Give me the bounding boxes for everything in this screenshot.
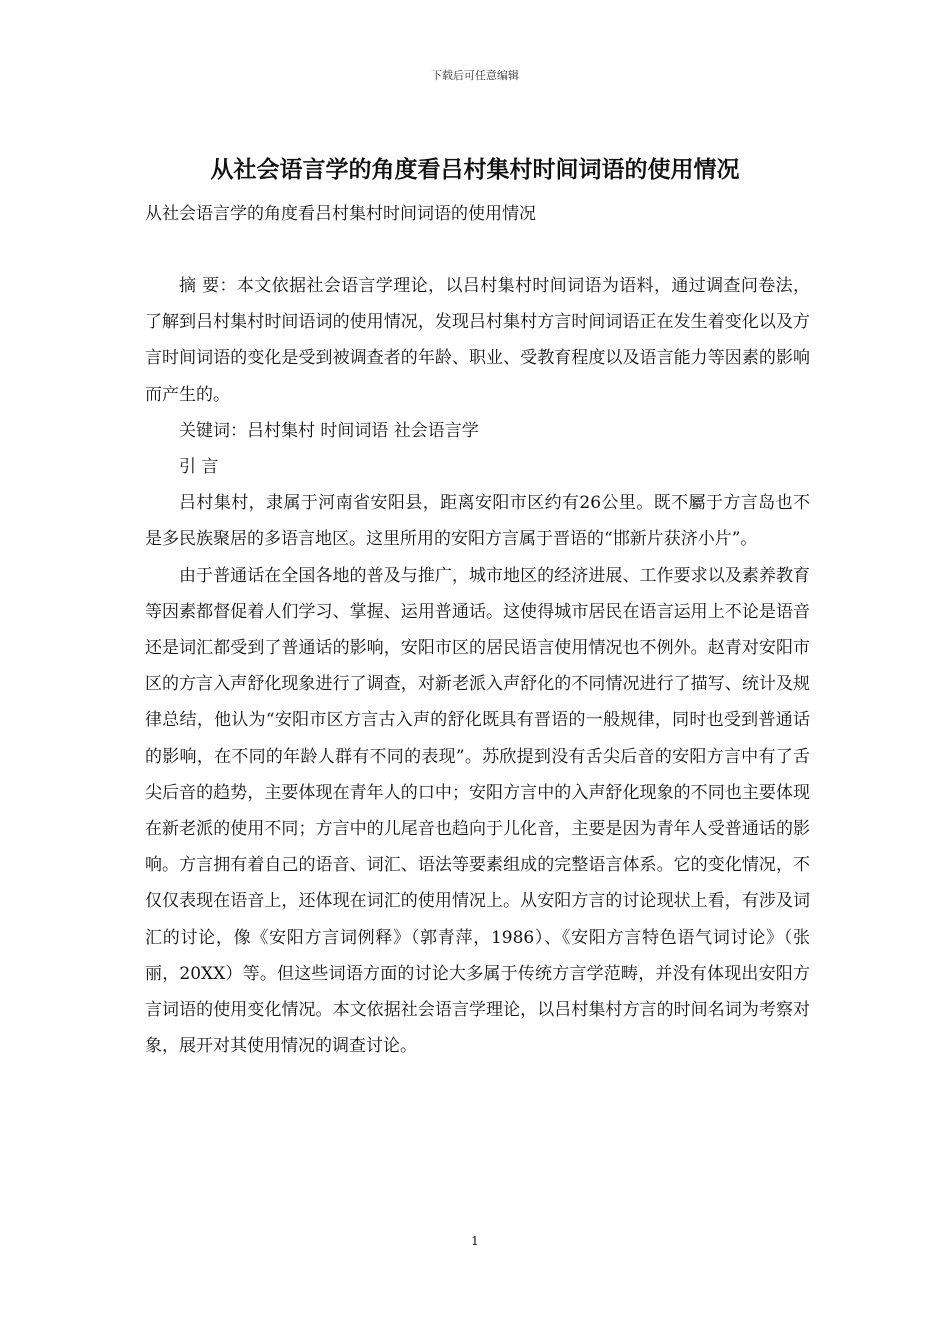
intro-heading: 引 言 [179,457,219,478]
body-paragraph: 吕村集村，隶属于河南省安阳县，距离安阳市区约有26公里。既不屬于方言岛也不是多民族聚居的多语言地区。这里所用的安阳方言属于晋语的“邯新片获济小片”。 [145,493,810,550]
page-header-note: 下载后可任意编辑 [431,69,519,82]
document-body [145,268,810,1064]
document-title: 从社会语言学的角度看吕村集村时间词语的使用情况 [210,156,740,183]
abstract-paragraph: 摘 要：本文依据社会语言学理论，以吕村集村时间词语为语料，通过调查问卷法，了解到吕村集村时间语词的使用情况，发现吕村集村方言时间词语正在发生着变化以及方言时间词语的变化是受到被调查者的年龄、职业、受教育程度以及语言能力等因素的影响而产生的。 [145,276,810,405]
keywords-line: 关键词：吕村集村 时间词语 社会语言学 [179,420,479,441]
page-number: 1 [471,1234,479,1248]
document-subtitle: 从社会语言学的角度看吕村集村时间词语的使用情况 [145,204,536,224]
body-paragraph: 由于普通话在全国各地的普及与推广，城市地区的经济进展、工作要求以及素养教育等因素都督促着人们学习、掌握、运用普通话。这使得城市居民在语言运用上不论是语音还是词汇都受到了普通话的影响，安阳市区的居民语言使用情况也不例外。赵青对安阳市区的方言入声舒化现象进行了调查，对新老派入声舒化的不同情况进行了描写、统计及规律总结，他认为“安阳市区方言古入声的舒化既具有晋语的一般规律，同时也受到普通话的影响，在不同的年龄人群有不同的表现”。苏欣提到没有舌尖后音的安阳方言中有了舌尖后音的趋势，主要体现在青年人的口中；安阳方言中的入声舒化现象的不同也主要体现在新老派的使用不同；方言中的儿尾音也趋向于儿化音，主要是因为青年人受普通话的影响。方言拥有着自己的语音、词汇、语法等要素组成的完整语言体系。它的变化情况，不仅仅表现在语音上，还体现在词汇的使用情况上。从安阳方言的讨论现状上看，有涉及词汇的讨论，像《安阳方言词例释》（郭青萍，1986）、《安阳方言特色语气词讨论》（张丽，20XX）等。但这些词语方面的讨论大多属于传统方言学范畴，并没有体现出安阳方言词语的使用变化情况。本文依据社会语言学理论，以吕村集村方言的时间名词为考察对象，展开对其使用情况的调查讨论。 [145,565,810,1057]
